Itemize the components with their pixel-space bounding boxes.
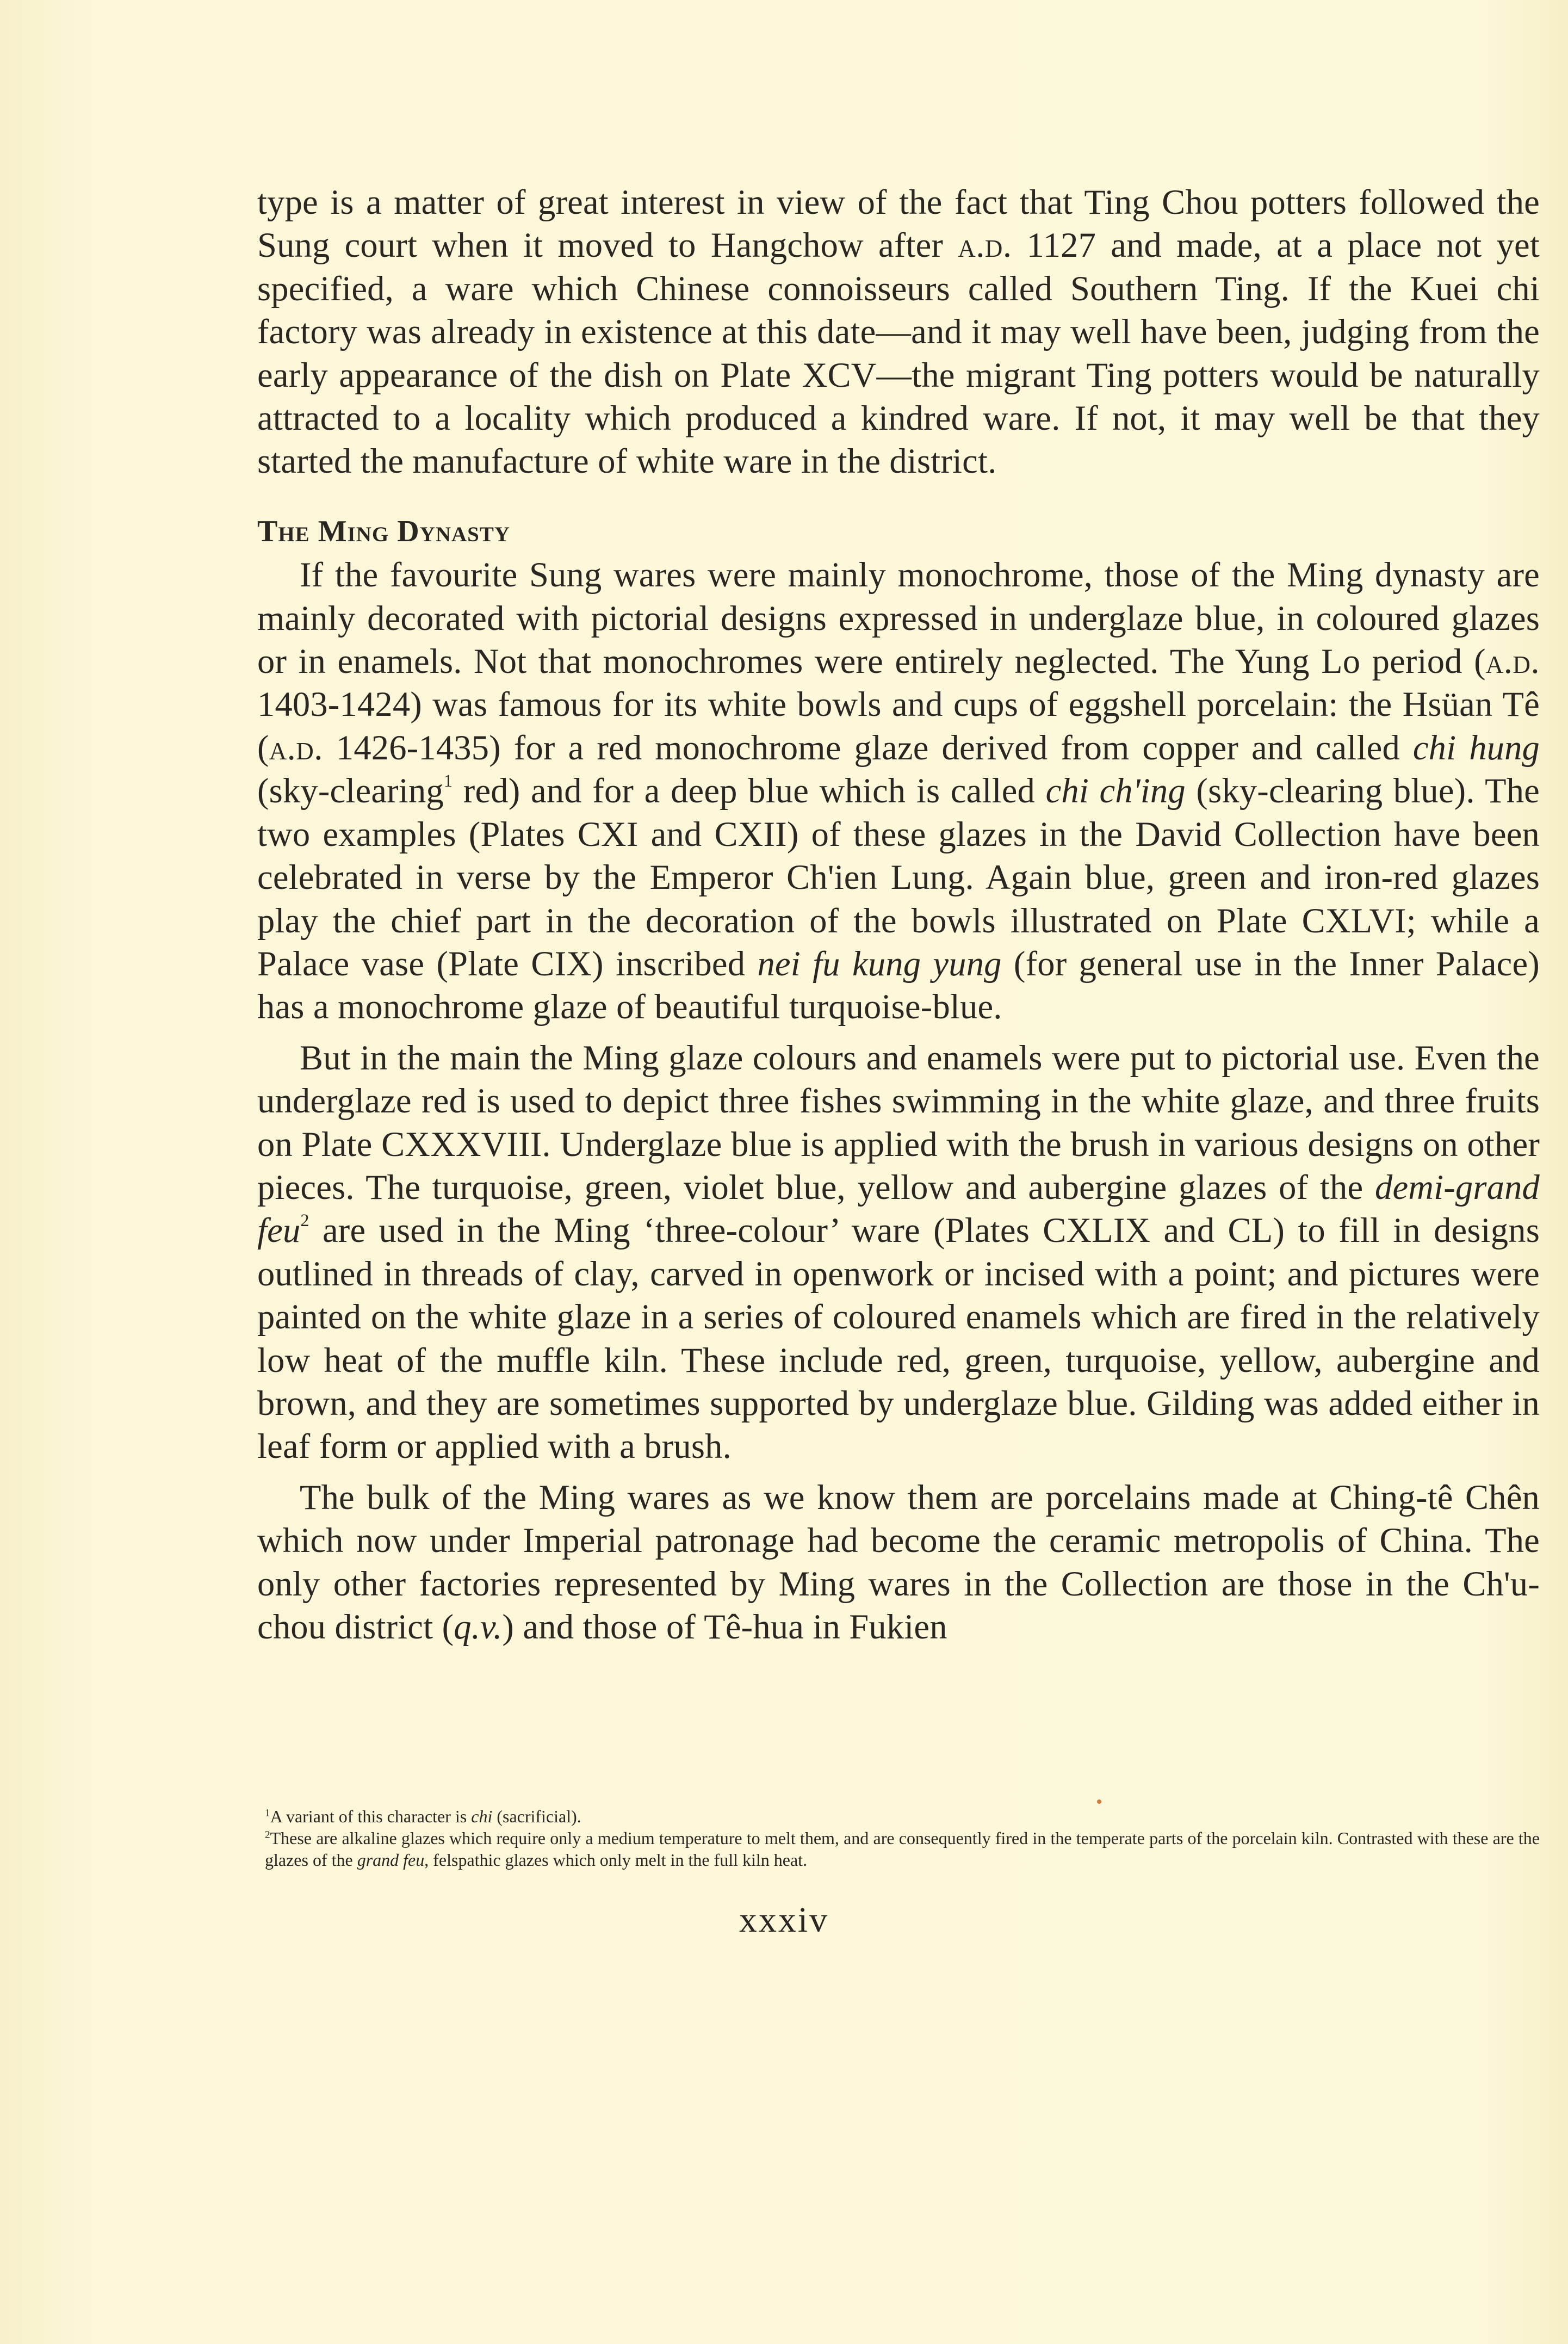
body-text [257,181,1540,1648]
paragraph-ming-monochromes [257,553,1540,1028]
footnote-number: 1 [265,1807,270,1819]
paper-speck [1097,1799,1101,1804]
paragraph-ching-te-chen [257,1476,1540,1649]
italic-term: grand feu [357,1850,425,1870]
footnote-2 [265,1827,1540,1871]
footnotes [265,1805,1540,1871]
paragraph-southern-ting [257,181,1540,483]
text-run: (sky-clearing blue). The two examples (Plates CXI and CXII) of these glazes in the David Collection have been celebrated in verse by the Emperor Ch'ien Lung. Again blue, green and iron-red glazes play the chief part in the decoration of the bowls illustrated on Plate CXLVI; while a Palace vase (Plate CIX) inscribed [257,771,1540,983]
text-run: These are alkaline glazes which require only a medium temperature to melt them, and are consequently fired in the temperate parts of the porcelain kiln. Contrasted with these are the glazes of the [265,1828,1540,1870]
text-run: red) and for a deep blue which is called [453,771,1046,811]
paragraph-pictorial-use [257,1036,1540,1468]
italic-term: chi hung [1412,728,1540,767]
text-run: 1426-1435) for a red monochrome glaze derived from copper and called [323,728,1413,767]
text-run: A variant of this character is [270,1807,472,1826]
text-run: type is a matter of great interest in view of the fact that Ting Chou potters followed the Sung court when it moved to Hangchow after [257,183,1540,265]
text-run: , felspathic glazes which only melt in the full kiln heat. [424,1850,808,1870]
text-run: ) and those of Tê-hua in Fukien [502,1607,947,1646]
text-run: (sacrificial). [492,1807,581,1826]
italic-term: q.v. [454,1607,503,1646]
text-run: If the favourite Sung wares were mainly monochrome, those of the Ming dynasty are mainly decorated with pictorial designs expressed in underglaze blue, in coloured glazes or in enamels. Not that monochromes were entirely neglected. The Yung Lo period ( [257,555,1540,681]
footnote-marker: 2 [300,1210,309,1230]
text-run: 1127 and made, at a place not yet specified, a ware which Chinese connoisseurs called Southern Ting. If the Kuei chi factory was already in existence at this date—and it may well have been, judging from the early appearance of the dish on Plate XCV—the migrant Ting potters would be naturally attracted to a locality which produced a kindred ware. If not, it may well be that they started the manufacture of white ware in the district. [257,226,1540,481]
italic-term: nei fu kung yung [757,944,1002,983]
era-abbreviation: a.d. [958,226,1012,265]
text-run: But in the main the Ming glaze colours and enamels were put to pictorial use. Even the underglaze red is used to depict three fishes swimming in the white glaze, and three fruits on Plate CXXXVIII. Underglaze blue is applied with the brush in various designs on other pieces. The turquoise, green, violet blue, yellow and aubergine glazes of the [257,1038,1540,1207]
era-abbreviation: a.d. [1485,642,1540,681]
page-number: xxxiv [739,1900,829,1940]
text-run: (sky-clearing [257,771,444,811]
era-abbreviation: a.d. [269,728,323,767]
italic-term: demi-grand feu [257,1167,1540,1250]
text-run: The bulk of the Ming wares as we know them are porcelains made at Ching-tê Chên which now under Imperial patronage had become the ceramic metropolis of China. The only other factories represented by Ming wares in the Collection are those in the Ch'u-chou district ( [257,1477,1540,1646]
footnote-number: 2 [265,1829,270,1841]
italic-term: chi ch'ing [1045,771,1186,811]
section-heading: The Ming Dynasty [257,514,511,548]
text-run: are used in the Ming ‘three-colour’ ware (Plates CXLIX and CL) to fill in designs outlined in threads of clay, carved in openwork or incised with a point; and pictures were painted on the white glaze in a series of coloured enamels which are fired in the relatively low heat of the muffle kiln. These include red, green, turquoise, yellow, aubergine and brown, and they are sometimes supported by underglaze blue. Gilding was added either in leaf form or applied with a brush. [257,1211,1540,1466]
footnote-marker: 1 [443,771,453,791]
footnote-1 [265,1805,1540,1827]
italic-term: chi [471,1807,493,1826]
text-run: (for general use in the Inner Palace) has a monochrome glaze of beautiful turquoise-blue. [257,944,1540,1026]
text-run: 1403-1424) was famous for its white bowls and cups of eggshell porcelain: the Hsüan Tê ( [257,685,1540,767]
